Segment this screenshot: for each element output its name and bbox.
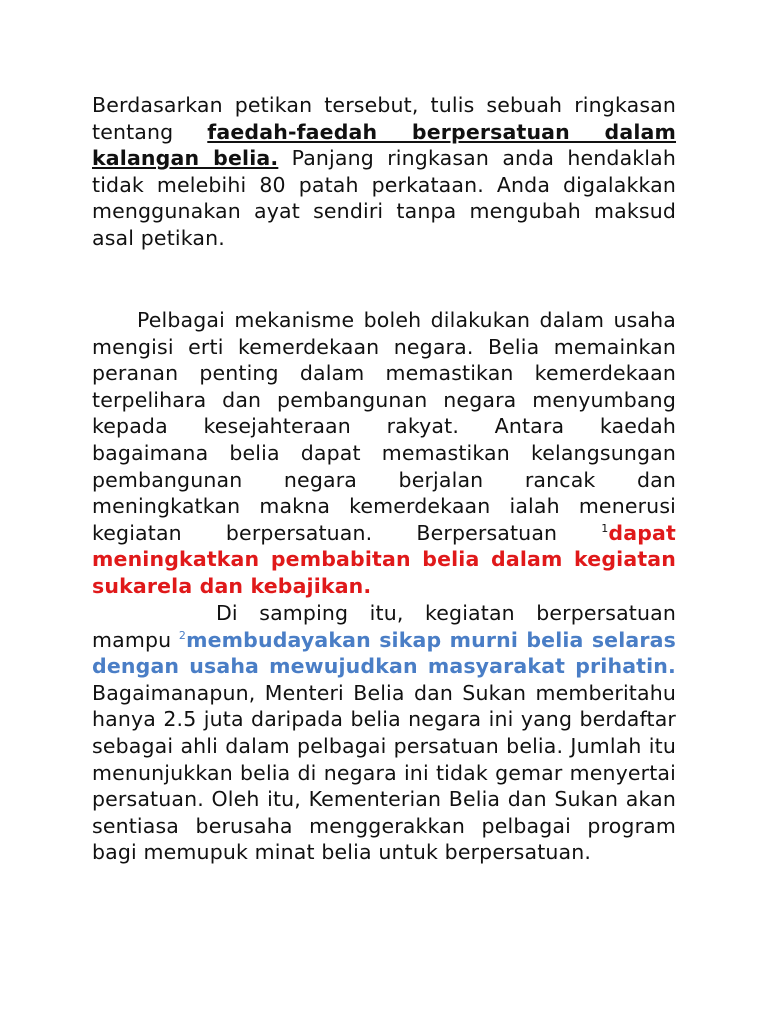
instruction-paragraph [92,92,676,252]
passage-paragraph-2 [92,600,676,866]
footnote-marker-2: 2 [178,628,187,642]
passage-paragraph-2-text-after: Bagaimanapun, Menteri Belia dan Sukan memberitahu hanya 2.5 juta daripada belia negara ini yang berdaftar sebagai ahli dalam pelbagai persatuan belia. Jumlah itu menunjukkan belia di negara ini tidak gemar menyertai persatuan. Oleh itu, Kementerian Belia dan Sukan akan sentiasa berusaha menggerakkan pelbagai program bagi memupuk minat belia untuk berpersatuan. [92,680,676,865]
passage-paragraph-1 [92,307,676,600]
highlight-point-2: membudayakan sikap murni belia selaras dengan usaha mewujudkan masyarakat prihatin. [92,627,676,679]
passage-paragraph-1-text: Pelbagai mekanisme boleh dilakukan dalam usaha mengisi erti kemerdekaan negara. Belia memainkan peranan penting dalam memastikan kemerdekaan terpelihara dan pembangunan negara menyumbang kepada kesejahteraan rakyat. Antara kaedah bagaimana belia dapat memastikan kelangsungan pembangunan negara berjalan rancak dan meningkatkan makna kemerdekaan ialah menerusi kegiatan berpersatuan. Berpersatuan [92,308,676,545]
instruction-rest: Panjang ringkasan anda hendaklah tidak melebihi 80 patah perkataan. Anda digalakkan menggunakan ayat sendiri tanpa mengubah maksud asal petikan. [92,146,676,250]
instruction-topic: faedah-faedah berpersatuan dalam kalangan belia. [92,119,677,171]
highlight-point-1: dapat meningkatkan pembabitan belia dalam kegiatan sukarela dan kebajikan. [92,520,676,598]
passage-paragraph-2-text-before: Di samping itu, kegiatan berpersatuan mampu [92,601,676,652]
instruction-lead: Berdasarkan petikan tersebut, tulis sebuah ringkasan tentang [92,93,676,144]
footnote-marker-1: 1 [601,521,609,535]
